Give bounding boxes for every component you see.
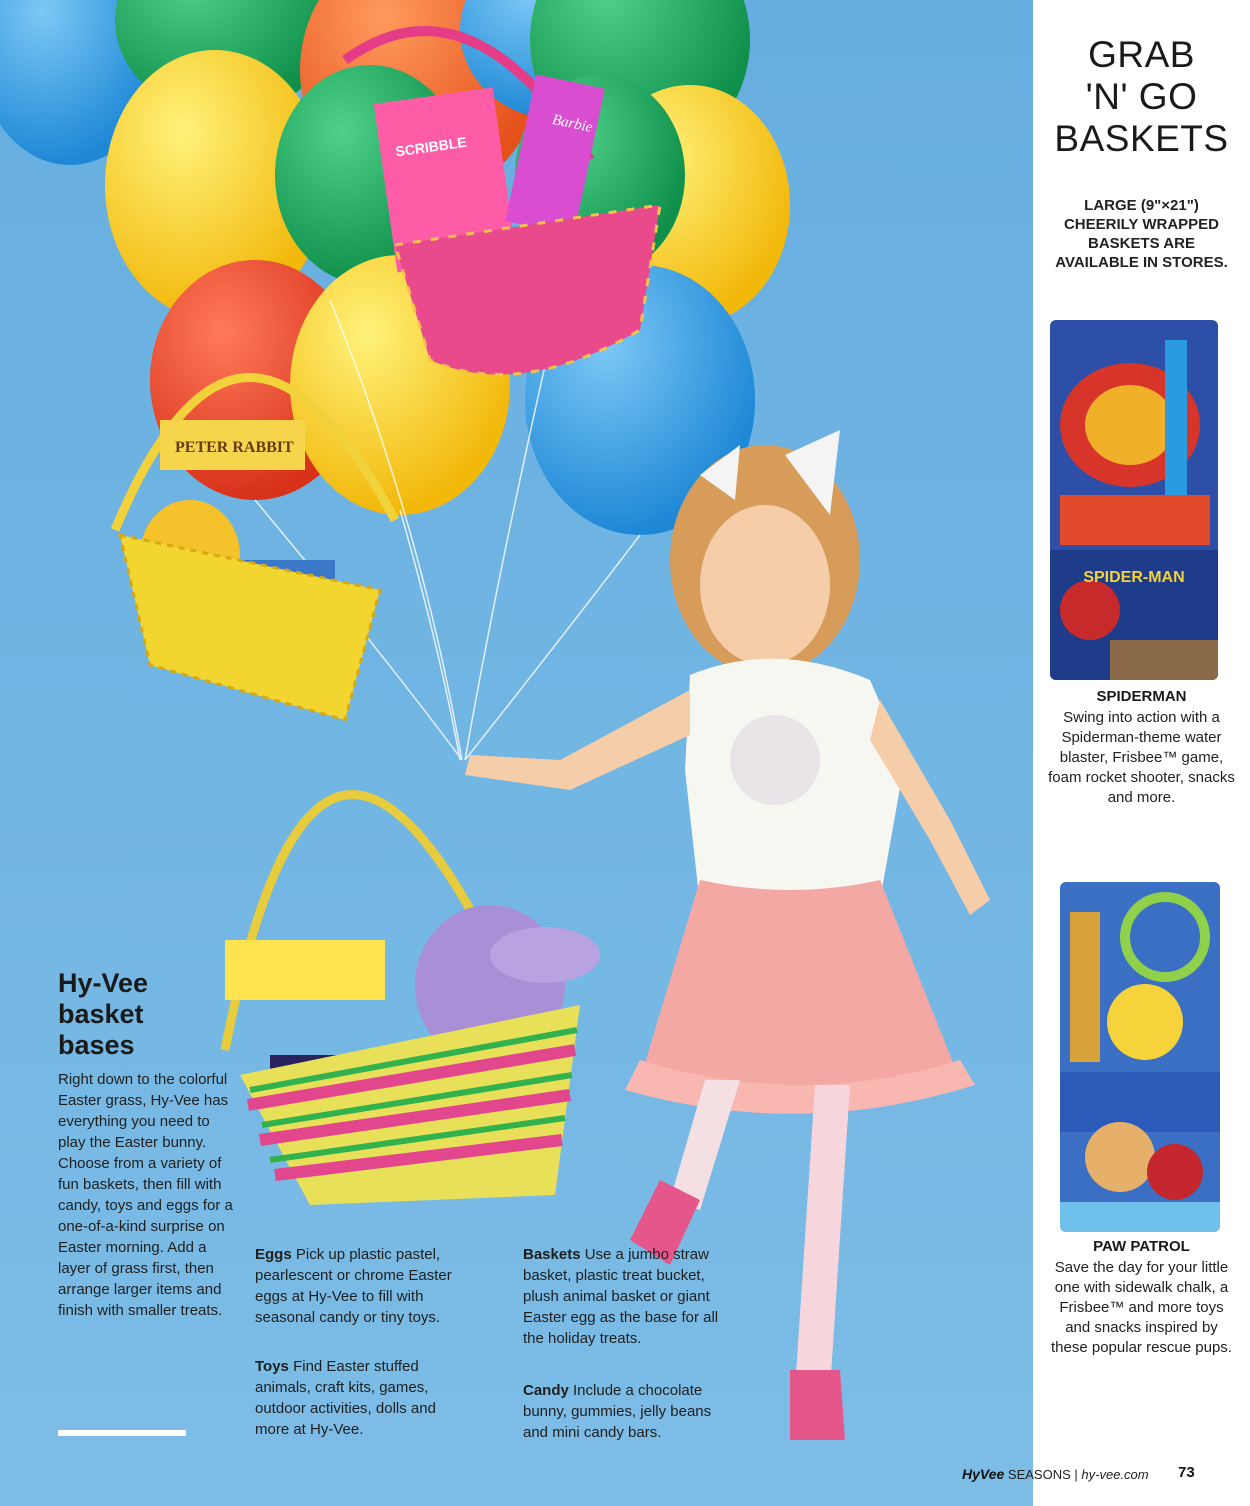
spiderman-title: SPIDERMAN [1096,688,1187,705]
baskets-label: Baskets [523,1246,581,1263]
page-number: 73 [1178,1464,1195,1481]
baskets-text: Use a jumbo straw basket, plastic treat bucket, plush animal basket or giant Easter egg as the base for all the holiday treats. [523,1246,719,1347]
footer-section: SEASONS [1007,1467,1071,1482]
toys-copy [255,1356,460,1440]
hyvee-logo: HyVee [962,1466,1005,1482]
spiderman-description: Swing into action with a Spiderman-theme water blaster, Frisbee™ game, foam rocket shooter, snacks and more. [1048,709,1235,806]
eggs-label: Eggs [255,1246,292,1263]
footer-url[interactable]: hy-vee.com [1081,1467,1149,1482]
barbie-label: Barbie [550,111,594,136]
subhead: LARGE (9"×21") CHEERILY WRAPPED BASKETS ARE AVAILABLE IN STORES. [1055,197,1228,271]
footer-separator: | [1074,1467,1078,1482]
basket-bases-title-line2: basket [58,999,144,1029]
basket-bases-section [58,968,233,1321]
scribble-label: SCRIBBLE [394,133,468,160]
peter-rabbit-label: PETER RABBIT [175,439,294,456]
eggs-copy [255,1244,460,1328]
baskets-copy [523,1244,728,1349]
headline-line2: 'N' GO [1085,76,1198,117]
paw-patrol-title: PAW PATROL [1093,1238,1190,1255]
spiderman-package-label: SPIDER-MAN [1083,569,1185,586]
basket-bases-title-line1: Hy-Vee [58,968,149,998]
basket-bases-title [58,968,233,1061]
toys-text: Find Easter stuffed animals, craft kits, games, outdoor activities, dolls and more at Hy-Vee. [255,1358,436,1438]
candy-label: Candy [523,1382,569,1399]
eggs-text: Pick up plastic pastel, pearlescent or chrome Easter eggs at Hy-Vee to fill with seasonal candy or tiny toys. [255,1246,452,1326]
basket-bases-description: Right down to the colorful Easter grass, Hy-Vee has everything you need to play the Easter bunny. Choose from a variety of fun baskets, then fill with candy, toys and eggs for a one-of-a-kind surprise on Easter morning. Add a layer of grass first, then arrange larger items and finish with smaller treats. [58,1071,233,1319]
paw-patrol-description: Save the day for your little one with sidewalk chalk, a Frisbee™ and more toys and snacks inspired by these popular rescue pups. [1051,1259,1232,1356]
candy-copy [523,1380,728,1443]
candy-text: Include a chocolate bunny, gummies, jelly beans and mini candy bars. [523,1382,712,1441]
headline-line1: GRAB [1088,34,1195,75]
left-divider [58,1430,186,1436]
headline [1033,34,1250,160]
basket-bases-title-line3: bases [58,1030,135,1060]
footer [962,1466,1149,1488]
headline-line3: BASKETS [1054,118,1229,159]
paw-patrol-basket-image [1060,882,1220,1232]
spiderman-basket-image [1050,320,1218,680]
toys-label: Toys [255,1358,289,1375]
